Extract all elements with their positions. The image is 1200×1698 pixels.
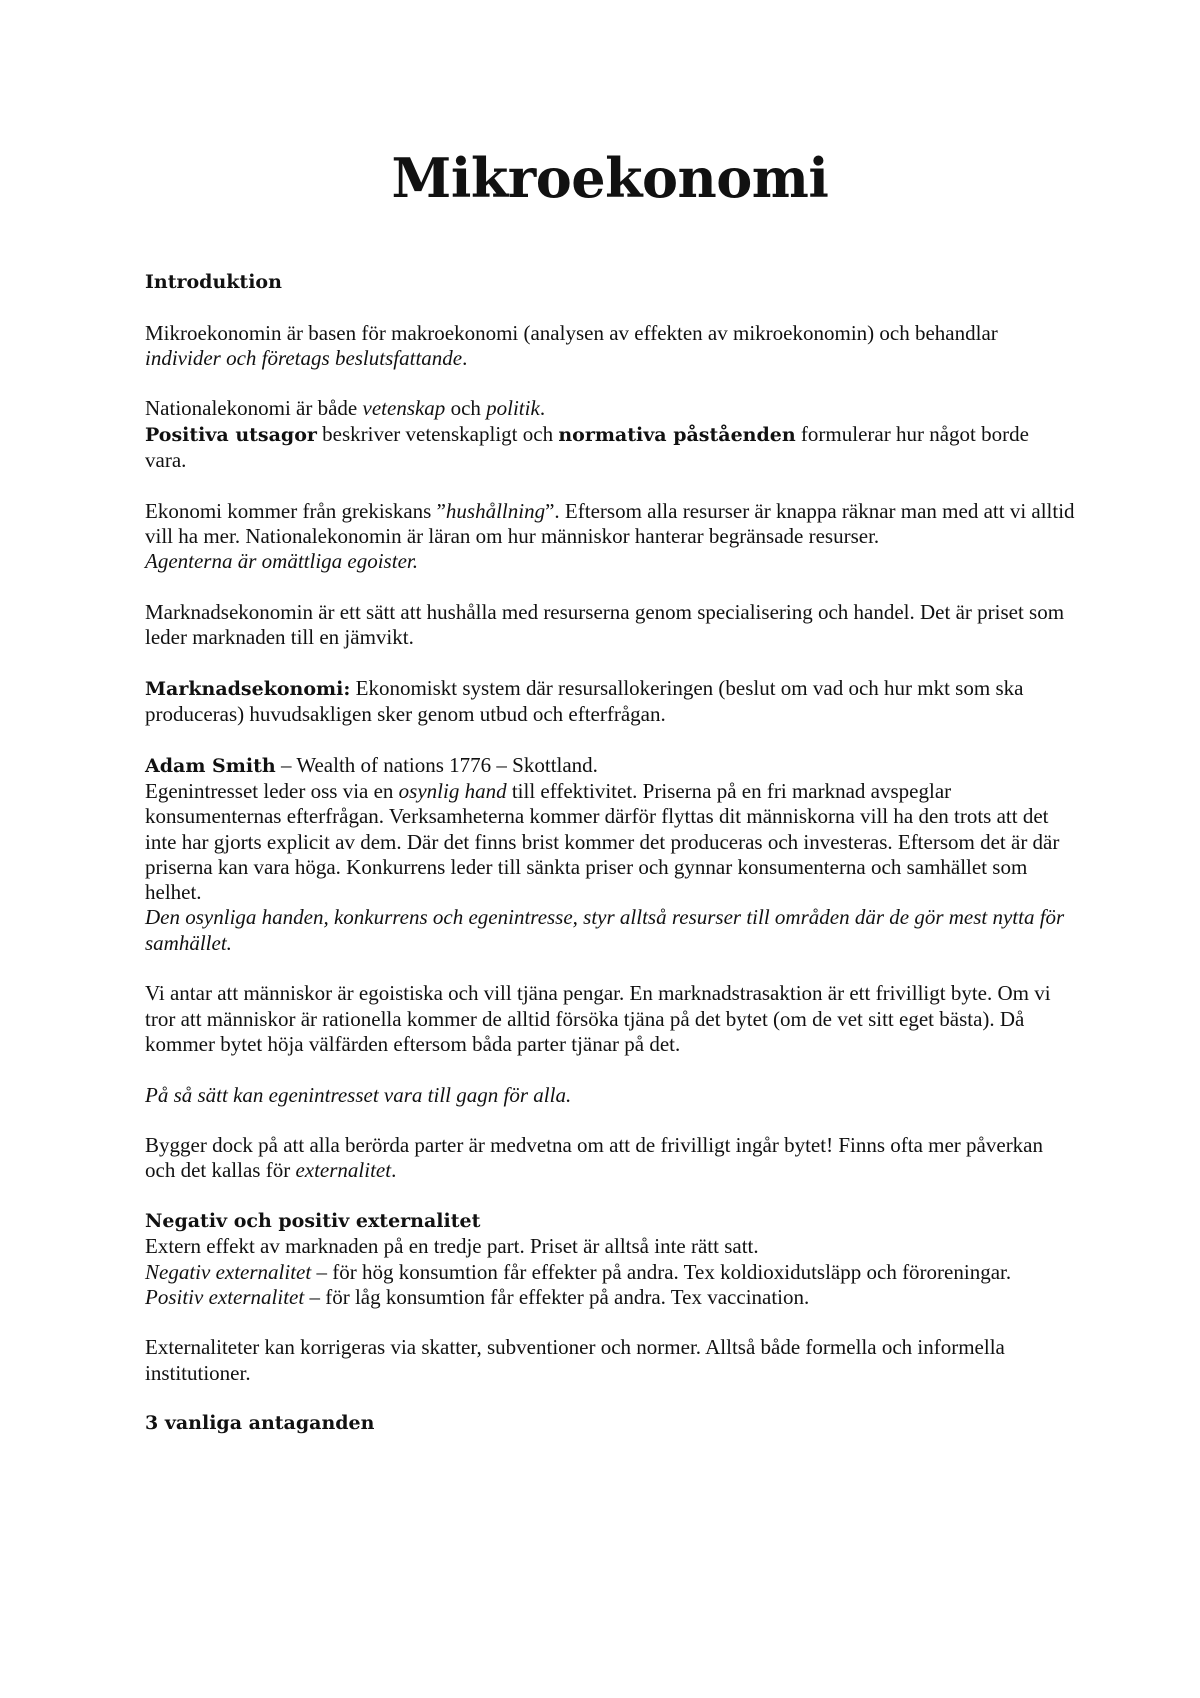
paragraph-agenterna: Agenterna är omättliga egoister. [145, 549, 418, 574]
paragraph-positiva-utsagor: Positiva utsagor beskriver vetenskapligt och normativa påståenden formulerar hur något borde vara. [145, 421, 1029, 473]
paragraph-korrigeras: Externaliteter kan korrigeras via skatter, subventioner och normer. Alltså både formella och informella institutioner. [145, 1335, 1005, 1385]
paragraph-nationalekonomi: Nationalekonomi är både vetenskap och politik. [145, 396, 546, 421]
section-heading-antaganden: 3 vanliga antaganden [145, 1412, 375, 1435]
paragraph-osynliga-handen: Den osynliga handen, konkurrens och egenintresse, styr alltså resurser till områden där de gör mest nytta för samhället. [145, 905, 1065, 955]
section-heading-externalitet: Negativ och positiv externalitet [145, 1209, 481, 1232]
paragraph-adam-smith-heading: Adam Smith – Wealth of nations 1776 – Skottland. [145, 752, 598, 777]
page-title: Mikroekonomi [391, 146, 829, 210]
paragraph-marknadsekonomin: Marknadsekonomin är ett sätt att hushålla med resurserna genom specialisering och handel. Det är priset som leder marknaden till en jämvikt. [145, 599, 1065, 650]
paragraph-egoistiska: Vi antar att människor är egoistiska och vill tjäna pengar. En marknadstrasaktion är ett frivilligt byte. Om vi tror att människor är rationella kommer de alltid försöka tjäna på det bytet (om de vet sitt eget bästa). Då kommer bytet höja välfärden eftersom båda parter tjänar på det. [145, 981, 1051, 1056]
paragraph-intro: Mikroekonomin är basen för makroekonomi (analysen av effekten av mikroekonomin) och behandlar individer och företags beslutsfattande. [145, 320, 998, 370]
paragraph-gagn-for-alla: På så sätt kan egenintresset vara till gagn för alla. [145, 1082, 572, 1107]
document-body [145, 270, 1075, 1437]
paragraph-ekonomi: Ekonomi kommer från grekiskans ”hushållning”. Eftersom alla resurser är knappa räknar man med att vi alltid vill ha mer. Nationalekonomin är läran om hur människor hanterar begränsade resurser. [145, 498, 1075, 548]
paragraph-negativ-externalitet: Negativ externalitet – för hög konsumtion får effekter på andra. Tex koldioxidutsläpp och föroreningar. [145, 1259, 1012, 1284]
section-heading-introduktion: Introduktion [145, 271, 282, 293]
paragraph-egenintresset: Egenintresset leder oss via en osynlig hand till effektivitet. Priserna på en fri marknad avspeglar konsumenternas efterfrågan. Verksamheterna kommer därför flyttas dit människorna vill ha den trots att det inte har gjorts explicit av dem. Där det finns brist kommer det produceras och investeras. Eftersom det är där priserna kan vara höga. Konkurrens leder till sänkta priser och gynnar konsumenterna och samhället som helhet. [145, 778, 1060, 905]
document-page [145, 0, 1075, 1698]
paragraph-positiv-externalitet: Positiv externalitet – för låg konsumtion får effekter på andra. Tex vaccination. [145, 1284, 810, 1309]
paragraph-bygger-dock: Bygger dock på att alla berörda parter är medvetna om att de frivilligt ingår bytet! Finns ofta mer påverkan och det kallas för externalitet. [145, 1133, 1044, 1183]
paragraph-extern-effekt: Extern effekt av marknaden på en tredje part. Priset är alltså inte rätt satt. [145, 1234, 759, 1259]
paragraph-marknadsekonomi-definition: Marknadsekonomi: Ekonomiskt system där resursallokeringen (beslut om vad och hur mkt som ska produceras) huvudsakligen sker genom utbud och efterfrågan. [145, 675, 1024, 727]
